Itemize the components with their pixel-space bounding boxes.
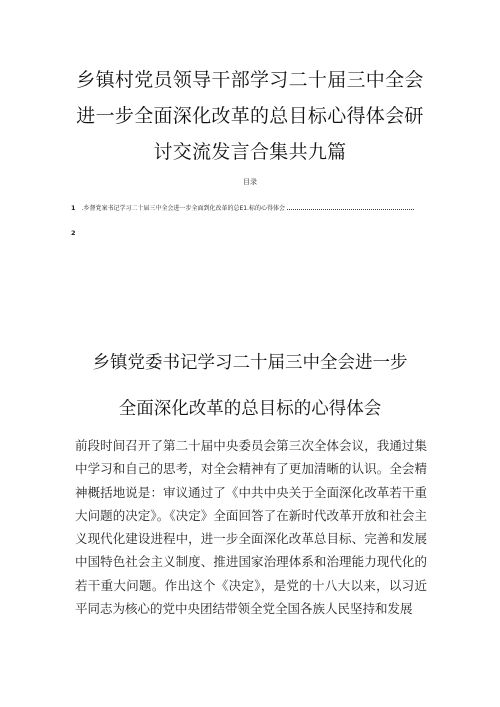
toc-leader-dots <box>287 208 414 210</box>
document-title-line-1: 乡镇村党员领导干部学习二十届三中全会 <box>76 69 424 91</box>
document-title-line-3: 讨交流发言合集共九篇 <box>153 141 347 163</box>
toc-entry-1[interactable] <box>71 200 416 212</box>
article-title <box>40 340 460 432</box>
toc-entry-number: 1 <box>71 204 76 212</box>
document-title <box>40 62 460 170</box>
article-title-line-1: 乡镇党委书记学习二十届三中全会进一步 <box>92 353 408 373</box>
toc-entry-text: .乡督党案书记学习二十届三中全会进一步全面到化改革的总E1.标的心得体会 <box>81 205 285 212</box>
article-title-line-2: 全面深化改革的总目标的心得体会 <box>118 399 382 419</box>
article-body-paragraph: 前段时间召开了第二十届中央委员会第三次全体会议，我通过集中学习和自己的思考，对全会精神有了更加清晰的认识。全会精神概括地说是：审议通过了《中共中央关于全面深化改革若干重大问题的决定》。《决定》全面回答了在新时代改革开放和社会主义现代化建设进程中，进一步全面深化改革总目标、完善和发展中国特色社会主义制度、推进国家治理体系和治理能力现代化的若干重大问题。作出这个《决定》，是党的十八大以来，以习近平同志为核心的党中央团结带领全党全国各族人民坚持和发展 <box>75 438 427 617</box>
document-title-line-2: 进一步全面深化改革的总目标心得体会研 <box>76 105 424 127</box>
toc-page-marker: 2 <box>71 229 76 237</box>
toc-heading: 目录 <box>243 178 257 186</box>
